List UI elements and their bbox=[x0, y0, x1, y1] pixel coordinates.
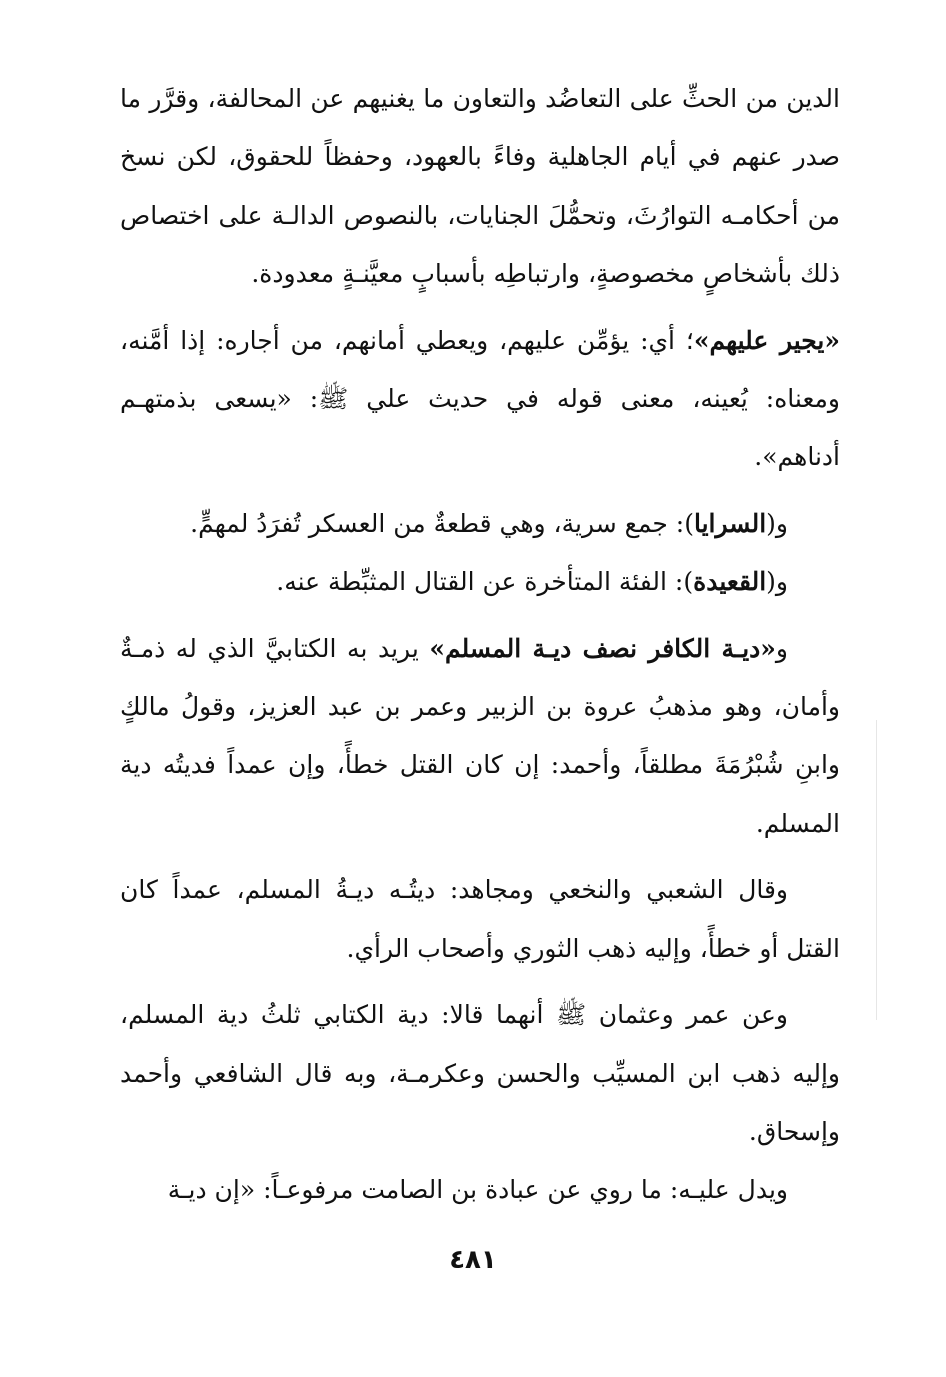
page-number: ٤٨١ bbox=[449, 1245, 497, 1275]
paragraph-5-lead: و bbox=[775, 633, 788, 663]
paragraph-2-term: «يجير عليهم» bbox=[693, 325, 841, 355]
paragraph-1-text: الدين من الحثِّ على التعاضُد والتعاون ما يغنيهم عن المحالفة، وقرَّر ما صدر عنهم في أيام الجاهلية وفاءً بالعهود، وحفظاً للحقوق، لكن نسخ من أحكامـه التوارُثَ، وتحمُّلَ الجنايات، بالنصوص الدالـة على اختصاص ذلك بأشخاصٍ مخصوصةٍ، وارتباطِه بأسبابٍ معيَّنـةٍ معدودة. bbox=[120, 84, 840, 289]
paragraph-8-text: ويدل عليـه: ما روي عن عبادة بن الصامت مرفوعـاً: «إن ديـة bbox=[167, 1175, 788, 1205]
body-text bbox=[120, 70, 840, 1220]
paragraph-2-text: ؛ أي: يؤمِّن عليهم، ويعطي أمانهم، من أجاره: إذا أمَّنه، ومعناه: يُعينه، معنى قوله في حديث علي ﷺ: «يسعى بذمتهـم أدناهم». bbox=[120, 325, 840, 472]
paragraph-3-term: السرايا bbox=[693, 508, 767, 538]
paragraph-7 bbox=[120, 986, 840, 1161]
paragraph-3-text: ): جمع سرية، وهي قطعةٌ من العسكر تُفرَدُ لمهمٍّ. bbox=[190, 508, 694, 538]
paragraph-6 bbox=[120, 861, 840, 978]
paragraph-4 bbox=[120, 553, 840, 611]
paragraph-5-term: «ديـة الكافر نصف ديـة المسلم» bbox=[429, 633, 776, 663]
paragraph-3-lead: و( bbox=[766, 508, 788, 538]
paragraph-7-text: وعن عمر وعثمان ﷺ أنهما قالا: دية الكتابي ثلثُ دية المسلم، وإليه ذهب ابن المسيِّب والحسن وعكرمـة، وبه قال الشافعي وأحمد وإسحاق. bbox=[120, 1000, 840, 1146]
paragraph-1 bbox=[120, 70, 840, 304]
paragraph-4-term: القعيدة bbox=[693, 567, 767, 597]
paragraph-5-text: يريد به الكتابيَّ الذي له ذمـةٌ وأمان، وهو مذهبُ عروة بن الزبير وعمر بن عبد العزيز، وقولُ مالكٍ وابنِ شُبْرُمَةَ مطلقاً، وأحمد: إن كان القتل خطأً، وإن عمداً فديتُه دية المسلم. bbox=[120, 633, 840, 838]
paragraph-2 bbox=[120, 312, 840, 487]
paragraph-6-text: وقال الشعبي والنخعي ومجاهد: ديتُـه ديـةُ المسلم، عمداً كان القتل أو خطأً، وإليه ذهب الثوري وأصحاب الرأي. bbox=[120, 875, 840, 963]
paragraph-3 bbox=[120, 495, 840, 553]
page-edge-shadow bbox=[876, 720, 877, 1020]
paragraph-4-text: ): الفئة المتأخرة عن القتال المثبِّطة عنه. bbox=[276, 567, 694, 597]
paragraph-4-lead: و( bbox=[766, 567, 788, 597]
paragraph-8 bbox=[120, 1161, 840, 1219]
paragraph-5 bbox=[120, 620, 840, 854]
